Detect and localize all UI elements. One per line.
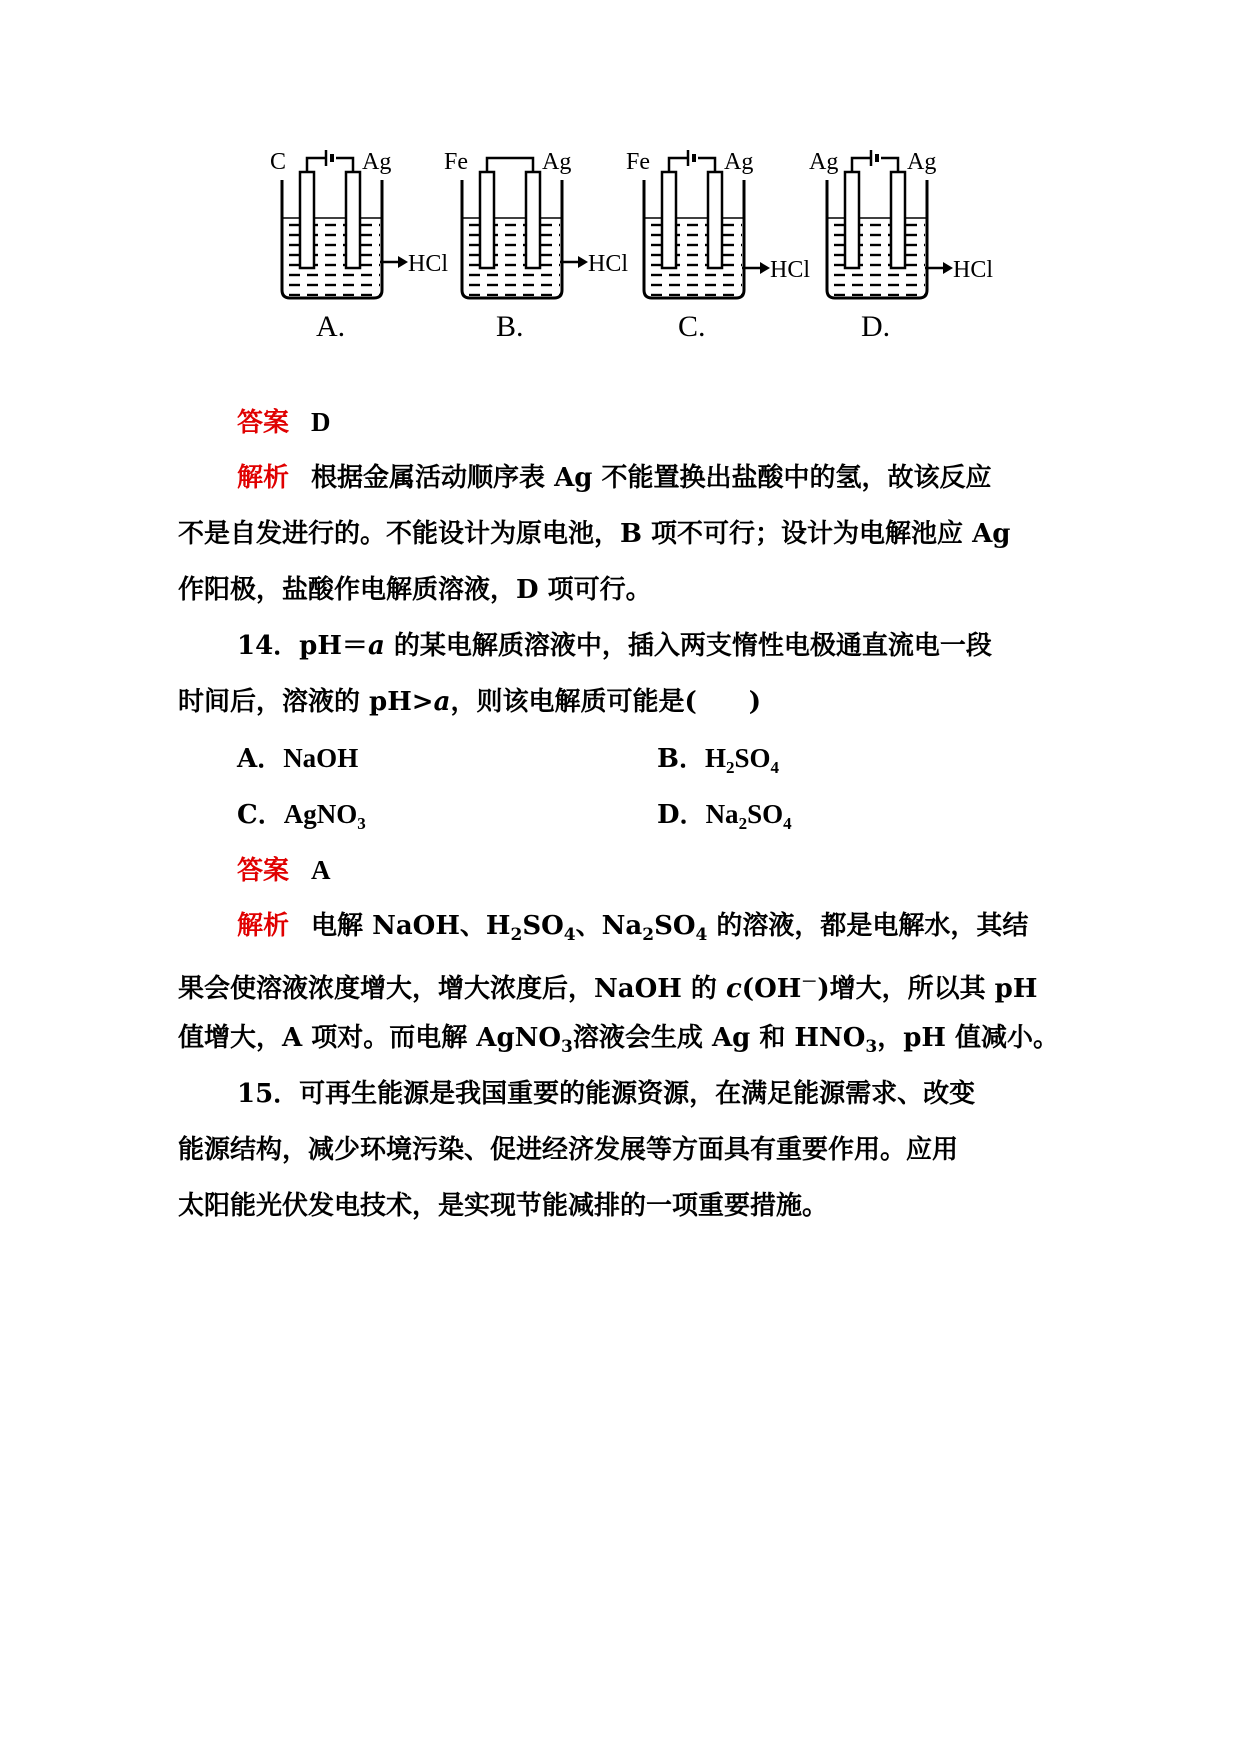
electrolyte-label: HCl [588,251,629,277]
answer-value: A [311,855,331,885]
electrode-right-label: Ag [362,149,392,175]
q14-analysis-line-2: 果会使溶液浓度增大，增大浓度后，NaOH 的 c(OH－)增大，所以其 pH [178,972,1038,1004]
option-b: B．$H_2SO_4$ [657,743,780,777]
electrolyte-label: HCl [408,251,449,277]
stem-text: 14．pH＝ [237,631,368,661]
electrolyte-label: HCl [770,257,811,283]
q13-analysis-line-2: 不是自发进行的。不能设计为原电池，B 项不可行；设计为电解池应 Ag [178,519,1011,549]
figure-b [444,149,640,390]
q13-answer-line [237,394,1127,450]
variable-a: a [433,687,451,717]
beaker-diagram-d [815,150,1005,350]
q14-options-row-2 [237,786,1127,842]
stem-text: 时间后，溶液的 pH> [178,687,434,717]
electrode-left-label: C [270,149,287,175]
variable-a: a [367,631,385,661]
beaker-diagram-b [450,150,640,350]
electrode-left-label: Ag [809,149,839,175]
figure-d [809,149,1005,390]
q14-analysis-line-3: 值增大，A 项对。而电解 AgNO$_3$溶液会生成 Ag 和 $HNO_3$，pH 值减小。 [178,1023,1060,1057]
q14-options-row-1 [237,730,1127,786]
electrode-left-label: Fe [444,149,468,175]
analysis-label: 解析 [237,911,290,941]
electrode-right-label: Ag [724,149,754,175]
option-c: C．AgNO$_3$ [237,799,366,833]
electrode-right-label: Ag [542,149,572,175]
figure-caption: B. [496,310,524,343]
q14-stem-line-2 [178,674,1068,730]
figure-caption: A. [316,310,346,343]
answer-value: D [311,407,331,437]
electrolysis-figures [270,150,1070,390]
figure-caption: D. [861,310,891,343]
answer-label: 答案 [237,408,290,438]
stem-text: 的某电解质溶液中，插入两支惰性电极通直流电一段 [384,631,992,661]
option-a: A．NaOH [237,743,359,774]
figure-caption: C. [678,310,706,343]
stem-text: ，则该电解质可能是( ) [450,687,762,717]
q14-stem-line-1 [237,618,1127,674]
beaker-diagram-c [632,150,822,350]
q14-analysis-line-1: 解析 电解 NaOH、$H_2SO_4$、$Na_2SO_4$ 的溶液，都是电解水，其结 [237,911,1029,945]
figure-c [626,149,822,390]
answer-label: 答案 [237,856,290,886]
q13-analysis-line-1 [237,450,1127,506]
beaker-diagram-a [270,150,460,350]
q15-stem-line-1: 15．可再生能源是我国重要的能源资源，在满足能源需求、改变 [237,1079,976,1109]
electrode-left-label: Fe [626,149,650,175]
q15-stem-line-3: 太阳能光伏发电技术，是实现节能减排的一项重要措施。 [178,1191,829,1221]
analysis-label: 解析 [237,463,290,493]
q13-analysis-line-3: 作阳极，盐酸作电解质溶液，D 项可行。 [178,575,652,605]
figure-a [270,150,460,390]
analysis-text: 根据金属活动顺序表 Ag 不能置换出盐酸中的氢，故该反应 [311,463,992,493]
electrode-right-label: Ag [907,149,937,175]
electrolyte-label: HCl [953,257,994,283]
q15-stem-line-2: 能源结构，减少环境污染、促进经济发展等方面具有重要作用。应用 [178,1135,959,1165]
q14-answer-line [237,842,1127,898]
option-d: D．$Na_2SO_4$ [657,799,792,833]
